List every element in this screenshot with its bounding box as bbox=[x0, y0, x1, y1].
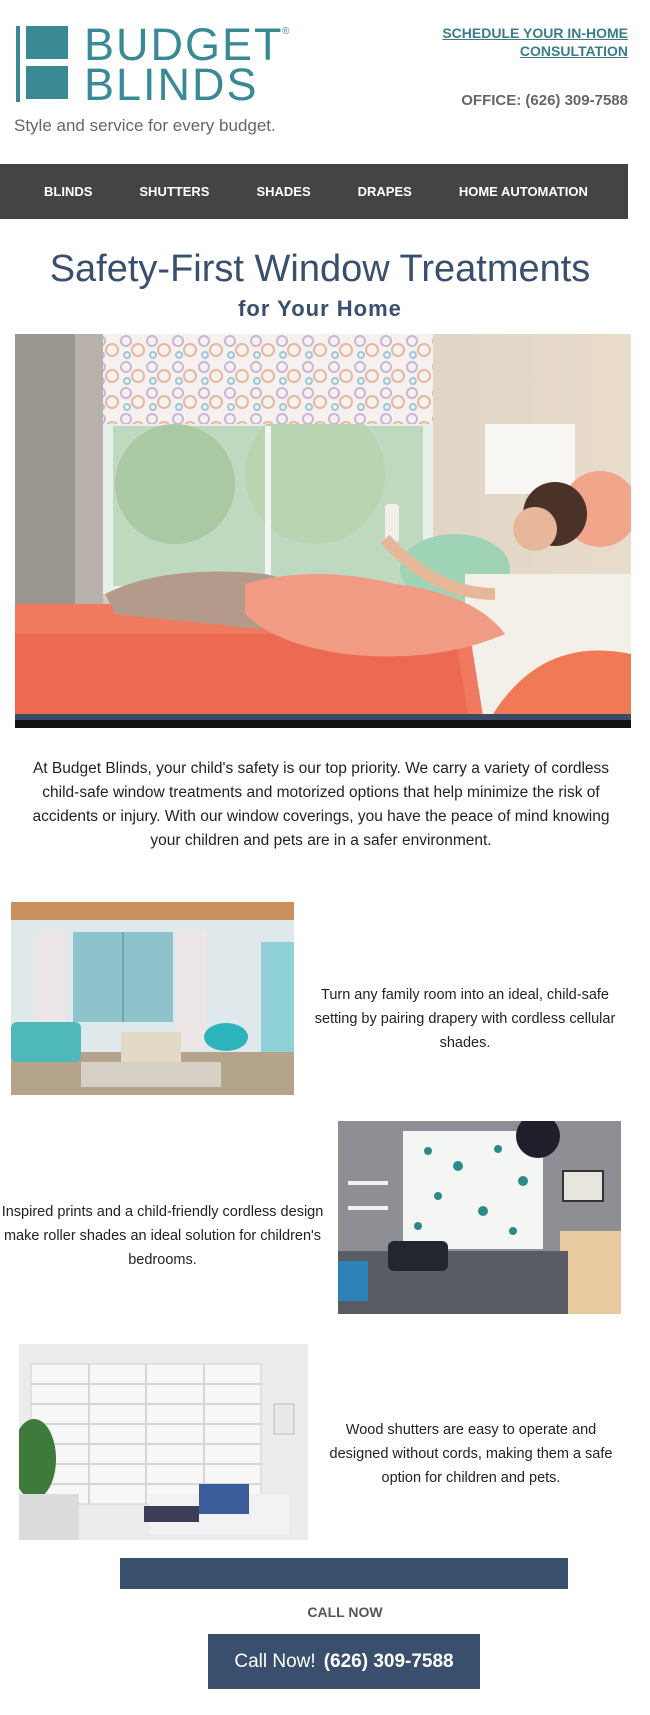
office-phone: OFFICE: (626) 309-7588 bbox=[461, 92, 628, 109]
shutters-bedroom-image bbox=[19, 1344, 308, 1540]
hero-image-border bbox=[15, 720, 631, 728]
family-room-image bbox=[11, 902, 294, 1095]
main-nav bbox=[0, 164, 628, 219]
call-now-button-text: Call Now! bbox=[234, 1650, 316, 1672]
call-now-button[interactable] bbox=[208, 1634, 480, 1689]
logo-mark-icon bbox=[16, 26, 68, 102]
page-title: Safety-First Window Treatments bbox=[49, 248, 591, 290]
logo-word-budget: BUDGET bbox=[84, 19, 284, 70]
page-subtitle: for Your Home bbox=[238, 296, 402, 321]
intro-paragraph: At Budget Blinds, your child's safety is our top priority. We carry a variety of cordless child-safe window treatments and motorized options that help minimize the risk of accidents or injury. With our window coverings, you have the peace of mind knowing your children and pets are in a safer environment. bbox=[32, 760, 610, 849]
schedule-consultation-link[interactable]: SCHEDULE YOUR IN-HOME CONSULTATION bbox=[442, 25, 628, 59]
kids-bedroom-image bbox=[338, 1121, 621, 1314]
hero-image bbox=[15, 334, 631, 728]
feature-kids-bedroom-text: Inspired prints and a child-friendly cordless design make roller shades an ideal solution for children's bedrooms. bbox=[1, 1204, 324, 1268]
logo-word-blinds: BLINDS bbox=[84, 59, 259, 110]
nav-item-home-automation[interactable]: HOME AUTOMATION bbox=[458, 184, 588, 199]
call-now-button-number: (626) 309-7588 bbox=[323, 1650, 454, 1672]
logo-registered-mark: ® bbox=[282, 26, 290, 37]
budget-blinds-logo[interactable] bbox=[14, 19, 334, 144]
header bbox=[0, 0, 650, 160]
nav-item-drapes[interactable]: DRAPES bbox=[357, 184, 412, 199]
feature-shutters-text: Wood shutters are easy to operate and designed without cords, making them a safe option for children and pets. bbox=[329, 1422, 613, 1486]
cta-banner bbox=[120, 1558, 568, 1589]
call-now-label: CALL NOW bbox=[307, 1604, 383, 1620]
tagline: Style and service for every budget. bbox=[14, 116, 276, 135]
nav-item-shutters[interactable]: SHUTTERS bbox=[139, 184, 210, 199]
feature-family-room-text: Turn any family room into an ideal, child-safe setting by pairing drapery with cordless cellular shades. bbox=[314, 987, 616, 1051]
nav-item-blinds[interactable]: BLINDS bbox=[44, 184, 93, 199]
nav-item-shades[interactable]: SHADES bbox=[256, 184, 311, 199]
